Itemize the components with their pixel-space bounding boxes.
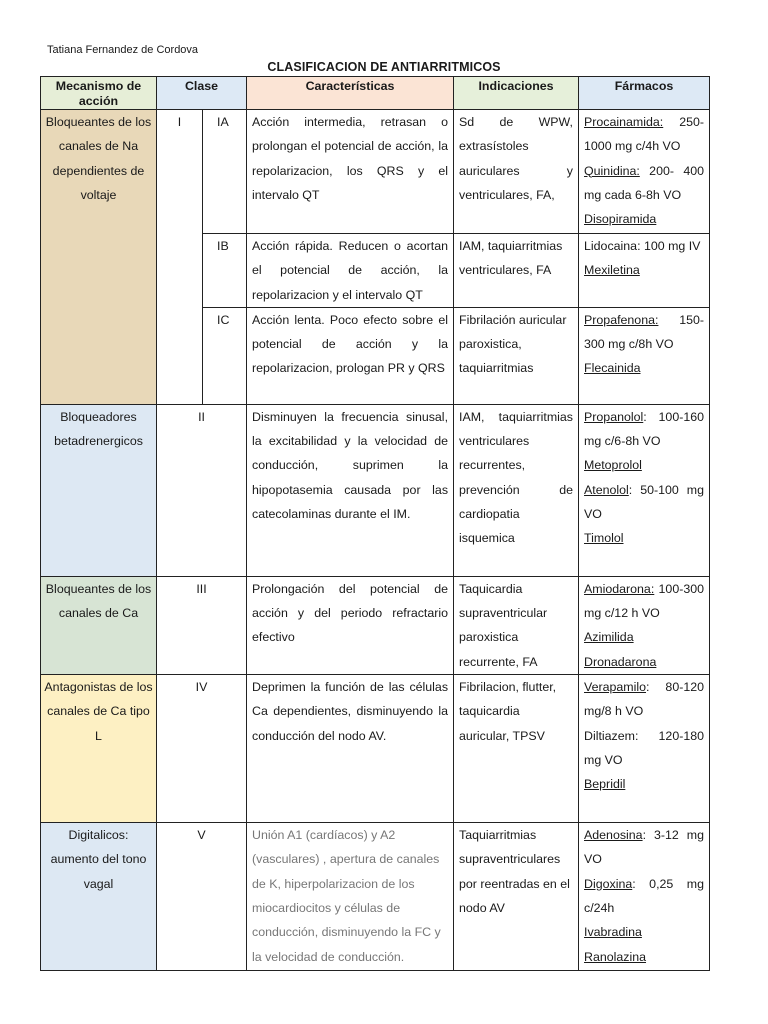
- drug-ranolazina: Ranolazina: [584, 949, 647, 964]
- dose-quinidina: 200- 400 mg cada 6-8h VO: [584, 163, 705, 202]
- drug-propanolol: Propanolol: [584, 409, 644, 424]
- table-row-class-iv: [41, 675, 710, 823]
- indicaciones-iii: Taquicardia supraventricular paroxistica recurrente, FA: [454, 576, 579, 674]
- table-row-class-iii: [41, 576, 710, 674]
- dose-amiodarona: 100-300 mg c/12 h VO: [584, 581, 705, 621]
- dose-diltiazem: Diltiazem: 120-180 mg VO: [584, 728, 705, 767]
- dose-digoxina: : 0,25 mg c/24h: [584, 876, 705, 915]
- mecanismo-l: Antagonistas de los canales de Ca tipo L: [41, 675, 157, 823]
- caracteristicas-iii: Prolongación del potencial de acción y del periodo refractario efectivo: [247, 576, 454, 674]
- drug-propafenona: Propafenona:: [584, 312, 659, 327]
- drug-ivabradina: Ivabradina: [584, 925, 642, 940]
- header-caracteristicas: Características: [247, 77, 454, 110]
- farmacos-ib: [579, 234, 710, 308]
- dose-atenolol: : 50-100 mg VO: [584, 482, 705, 522]
- clase-ii: II: [157, 404, 247, 576]
- farmacos-ii: [579, 404, 710, 576]
- dose-propanolol: : 100-160 mg c/6-8h VO: [584, 409, 705, 449]
- farmacos-iv: [579, 675, 710, 823]
- document-title: CLASIFICACION DE ANTIARRITMICOS: [267, 60, 501, 74]
- header-indicaciones: Indicaciones: [454, 77, 579, 110]
- drug-digoxina: Digoxina: [584, 876, 633, 891]
- drug-verapamilo: Verapamilo: [584, 680, 647, 695]
- drug-amiodarona: Amiodarona:: [584, 581, 655, 596]
- table-row-class-ia: [41, 110, 710, 234]
- clase-v: V: [157, 823, 247, 971]
- table-header-row: [41, 77, 710, 110]
- indicaciones-ia: Sd de WPW, extrasístoles auriculares y ventriculares, FA,: [454, 110, 579, 234]
- dose-procainamida: 250-1000 mg c/4h VO: [584, 115, 705, 154]
- caracteristicas-ia: Acción intermedia, retrasan o prolongan el potencial de acción, la repolarizacion, los QRS y el intervalo QT: [247, 110, 454, 234]
- author-name: Tatiana Fernandez de Cordova: [47, 44, 199, 56]
- farmacos-ia: [579, 110, 710, 234]
- drug-bepridil: Bepridil: [584, 777, 626, 792]
- drug-adenosina: Adenosina: [584, 828, 643, 843]
- caracteristicas-ic: Acción lenta. Poco efecto sobre el potencial de acción y la repolarizacion, prologan PR y QRS: [247, 307, 454, 404]
- mecanismo-beta: Bloqueadores betadrenergicos: [41, 404, 157, 576]
- drug-disopiramida: Disopiramida: [584, 212, 657, 227]
- mecanismo-dig: Digitalicos: aumento del tono vagal: [41, 823, 157, 971]
- caracteristicas-v: Unión A1 (cardíacos) y A2 (vasculares) , apertura de canales de K, hiperpolarizacion de los miocardiocitos y células de conducción, disminuyendo la FC y la velocidad de conducción.: [247, 823, 454, 971]
- table-row-class-v: [41, 823, 710, 971]
- dose-lidocaina: Lidocaina: 100 mg IV: [584, 239, 701, 253]
- mecanismo-ca: Bloqueantes de los canales de Ca: [41, 576, 157, 674]
- clase-iv: IV: [157, 675, 247, 823]
- drug-dronadarona: Dronadarona: [584, 654, 657, 669]
- farmacos-ic: [579, 307, 710, 404]
- drug-timolol: Timolol: [584, 531, 624, 546]
- caracteristicas-iv: Deprimen la función de las células Ca dependientes, disminuyendo la conducción del nodo AV.: [247, 675, 454, 823]
- table-row-class-ii: [41, 404, 710, 576]
- drug-mexiletina: Mexiletina: [584, 263, 640, 278]
- header-mecanismo: Mecanismo de acción: [41, 77, 157, 110]
- header-clase: Clase: [157, 77, 247, 110]
- antiarrhythmics-table: [40, 76, 710, 971]
- caracteristicas-ib: Acción rápida. Reducen o acortan el potencial de acción, la repolarizacion y el intervalo QT: [247, 234, 454, 308]
- indicaciones-ic: Fibrilación auricular paroxistica, taquiarritmias: [454, 307, 579, 404]
- drug-flecainida: Flecainida: [584, 361, 641, 376]
- mecanismo-na: Bloqueantes de los canales de Na dependientes de voltaje: [41, 110, 157, 405]
- drug-atenolol: Atenolol: [584, 482, 629, 497]
- drug-metoprolol: Metoprolol: [584, 458, 642, 473]
- indicaciones-ib: IAM, taquiarritmias ventriculares, FA: [454, 234, 579, 308]
- dose-adenosina: : 3-12 mg VO: [584, 828, 705, 867]
- dose-propafenona: 150-300 mg c/8h VO: [584, 312, 705, 352]
- subclase-ic: IC: [203, 307, 247, 404]
- drug-procainamida: Procainamida:: [584, 115, 664, 129]
- indicaciones-ii: IAM, taquiarritmias ventriculares recurrentes, prevención de cardiopatia isquemica: [454, 404, 579, 576]
- header-farmacos: Fármacos: [579, 77, 710, 110]
- drug-quinidina: Quinidina:: [584, 163, 640, 178]
- indicaciones-v: Taquiarritmias supraventriculares por reentradas en el nodo AV: [454, 823, 579, 971]
- subclase-ia: IA: [203, 110, 247, 234]
- clase-i: I: [157, 110, 203, 405]
- indicaciones-iv: Fibrilacion, flutter, taquicardia auricular, TPSV: [454, 675, 579, 823]
- subclase-ib: IB: [203, 234, 247, 308]
- farmacos-v: [579, 823, 710, 971]
- caracteristicas-ii: Disminuyen la frecuencia sinusal, la excitabilidad y la velocidad de conducción, suprimen la hipopotasemia causada por las catecolaminas durante el IM.: [247, 404, 454, 576]
- clase-iii: III: [157, 576, 247, 674]
- drug-azimilida: Azimilida: [584, 630, 634, 645]
- dose-verapamilo: : 80-120 mg/8 h VO: [584, 680, 705, 719]
- farmacos-iii: [579, 576, 710, 674]
